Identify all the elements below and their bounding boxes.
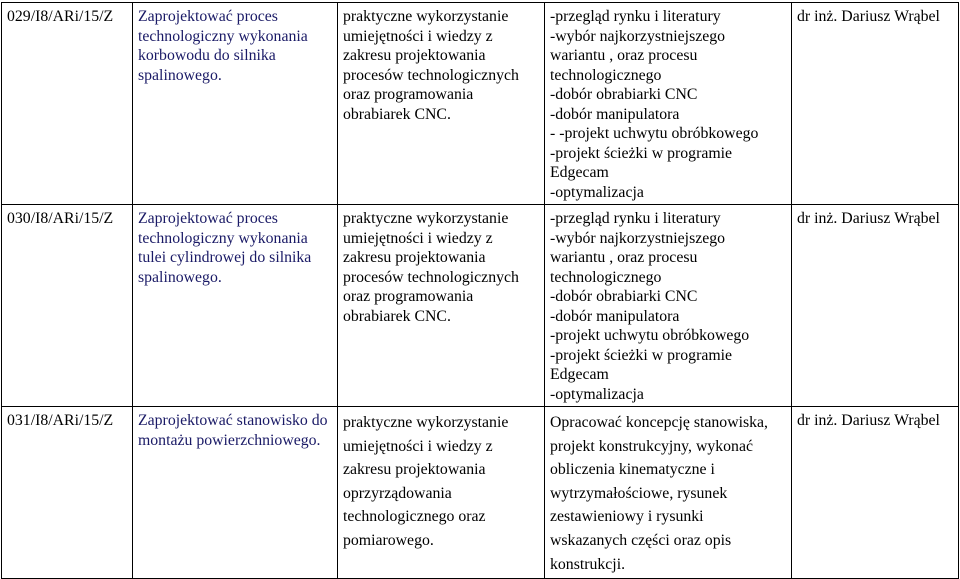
tasks-cell <box>545 407 792 579</box>
task-line: -dobór manipulatora <box>550 307 680 325</box>
skills-line: praktyczne wykorzystanie <box>343 8 509 25</box>
topic-title-line: spalinowego. <box>138 268 222 286</box>
thesis-topics-table <box>1 2 959 579</box>
task-line: -przegląd rynku i literatury <box>550 210 721 227</box>
supervisor-name: dr inż. Dariusz Wrąbel <box>797 412 940 429</box>
skills-cell <box>338 3 545 205</box>
skills-line: procesów technologicznych <box>343 268 519 286</box>
task-line: Opracować koncepcję stanowiska, <box>550 414 768 431</box>
task-line: technologicznego <box>550 66 662 84</box>
skills-line: oprzyrządowania <box>343 484 452 502</box>
task-line: konstrukcji. <box>550 555 626 573</box>
task-line: -optymalizacja <box>550 385 644 403</box>
skills-line: pomiarowego. <box>343 531 434 549</box>
skills-line: zakresu projektowania <box>343 461 486 479</box>
supervisor-cell <box>792 205 959 407</box>
task-line: -przegląd rynku i literatury <box>550 8 721 25</box>
topic-id: 031/I8/ARi/15/Z <box>7 412 114 429</box>
tasks-cell <box>545 3 792 205</box>
topic-id: 030/I8/ARi/15/Z <box>7 210 114 227</box>
skills-line: umiejętności i wiedzy z <box>343 229 493 247</box>
task-line: -wybór najkorzystniejszego <box>550 229 726 247</box>
supervisor-cell <box>792 407 959 579</box>
task-line: -dobór obrabiarki CNC <box>550 86 698 103</box>
topic-id-cell <box>2 205 133 407</box>
topic-title-cell <box>133 3 338 205</box>
topic-title-line: montażu powierzchniowego. <box>138 431 321 449</box>
task-line: wskazanych części oraz opis <box>550 531 732 549</box>
skills-cell <box>338 407 545 579</box>
skills-line: procesów technologicznych <box>343 66 519 84</box>
skills-line: umiejętności i wiedzy z <box>343 437 493 455</box>
table-row <box>2 407 959 579</box>
topic-title-line: Zaprojektować stanowisko do <box>138 412 328 429</box>
topic-id-cell <box>2 3 133 205</box>
task-line: -dobór manipulatora <box>550 105 680 123</box>
task-line: zestawieniowy i rysunki <box>550 508 704 526</box>
task-line: -wybór najkorzystniejszego <box>550 27 726 45</box>
task-line: wytrzymałościowe, rysunek <box>550 484 728 502</box>
skills-line: oraz programowania <box>343 288 474 305</box>
skills-line: technologicznego oraz <box>343 508 486 526</box>
task-line: projekt konstrukcyjny, wykonać <box>550 437 753 455</box>
supervisor-cell <box>792 3 959 205</box>
topic-title-line: tulei cylindrowej do silnika <box>138 249 312 266</box>
skills-cell <box>338 205 545 407</box>
topic-title-line: technologiczny wykonania <box>138 27 308 45</box>
task-line: - -projekt uchwytu obróbkowego <box>550 125 759 142</box>
skills-line: oraz programowania <box>343 86 474 103</box>
topic-title-cell <box>133 407 338 579</box>
task-line: -optymalizacja <box>550 183 644 201</box>
topic-title-line: Zaprojektować proces <box>138 210 278 227</box>
supervisor-name: dr inż. Dariusz Wrąbel <box>797 8 940 25</box>
task-line: wariantu , oraz procesu <box>550 47 698 64</box>
task-line: Edgecam <box>550 164 609 181</box>
task-line: -projekt ścieżki w programie <box>550 144 733 162</box>
supervisor-name: dr inż. Dariusz Wrąbel <box>797 210 940 227</box>
skills-line: umiejętności i wiedzy z <box>343 27 493 45</box>
table-row <box>2 205 959 407</box>
task-line: wariantu , oraz procesu <box>550 249 698 266</box>
task-line: obliczenia kinematyczne i <box>550 461 715 479</box>
topic-title-line: technologiczny wykonania <box>138 229 308 247</box>
skills-line: praktyczne wykorzystanie <box>343 414 509 431</box>
task-line: technologicznego <box>550 268 662 286</box>
task-line: -projekt uchwytu obróbkowego <box>550 327 750 344</box>
topic-id: 029/I8/ARi/15/Z <box>7 8 114 25</box>
topic-title-line: korbowodu do silnika <box>138 47 276 64</box>
topic-title-cell <box>133 205 338 407</box>
topic-title-line: Zaprojektować proces <box>138 8 278 25</box>
topic-title-line: spalinowego. <box>138 66 222 84</box>
tasks-cell <box>545 205 792 407</box>
task-line: -dobór obrabiarki CNC <box>550 288 698 305</box>
skills-line: praktyczne wykorzystanie <box>343 210 509 227</box>
task-line: -projekt ścieżki w programie <box>550 346 733 364</box>
topic-id-cell <box>2 407 133 579</box>
skills-line: obrabiarek CNC. <box>343 105 451 123</box>
skills-line: zakresu projektowania <box>343 47 486 64</box>
table-row <box>2 3 959 205</box>
skills-line: obrabiarek CNC. <box>343 307 451 325</box>
task-line: Edgecam <box>550 366 609 383</box>
skills-line: zakresu projektowania <box>343 249 486 266</box>
